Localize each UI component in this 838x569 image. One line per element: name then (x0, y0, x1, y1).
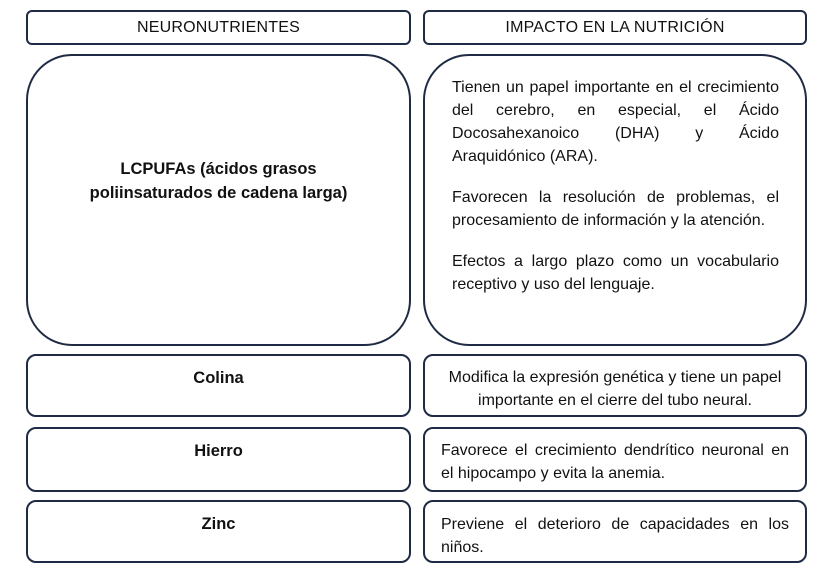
nutrient-colina-name: Colina (193, 369, 244, 387)
header-left-label: NEURONUTRIENTES (136, 18, 300, 36)
impact-zinc-text: Previene el deterioro de capacidades en los niños. (441, 516, 789, 556)
nutrient-lcpufas-name: LCPUFAs (ácidos grasos poliinsaturados de cadena larga) (89, 160, 348, 202)
impact-lcpufas-paragraph-2: Favorecen la resolución de problemas, el procesamiento de información y la atención. (452, 189, 779, 229)
nutrient-zinc-name: Zinc (201, 515, 236, 533)
nutrient-lcpufas-box (26, 54, 411, 346)
header-impacto (423, 10, 807, 45)
impact-lcpufas-paragraph-1: Tienen un papel importante en el crecimiento del cerebro, en especial, el Ácido Docosahexanoico (DHA) y Ácido Araquidónico (ARA). (452, 79, 779, 165)
impact-hierro-box (423, 427, 807, 492)
impact-lcpufas-paragraph-3: Efectos a largo plazo como un vocabulario receptivo y uso del lenguaje. (452, 253, 779, 293)
impact-colina-text: Modifica la expresión genética y tiene un papel importante en el cierre del tubo neural. (448, 369, 782, 409)
impact-colina-box (423, 354, 807, 417)
impact-zinc-box (423, 500, 807, 563)
header-neuronutrientes (26, 10, 411, 45)
nutrient-hierro-name: Hierro (194, 442, 243, 460)
nutrient-zinc-box (26, 500, 411, 563)
impact-hierro-text: Favorece el crecimiento dendrítico neuronal en el hipocampo y evita la anemia. (441, 442, 789, 482)
nutrient-hierro-box (26, 427, 411, 492)
header-right-label: IMPACTO EN LA NUTRICIÓN (505, 18, 725, 36)
nutrient-colina-box (26, 354, 411, 417)
impact-lcpufas-box (423, 54, 807, 346)
